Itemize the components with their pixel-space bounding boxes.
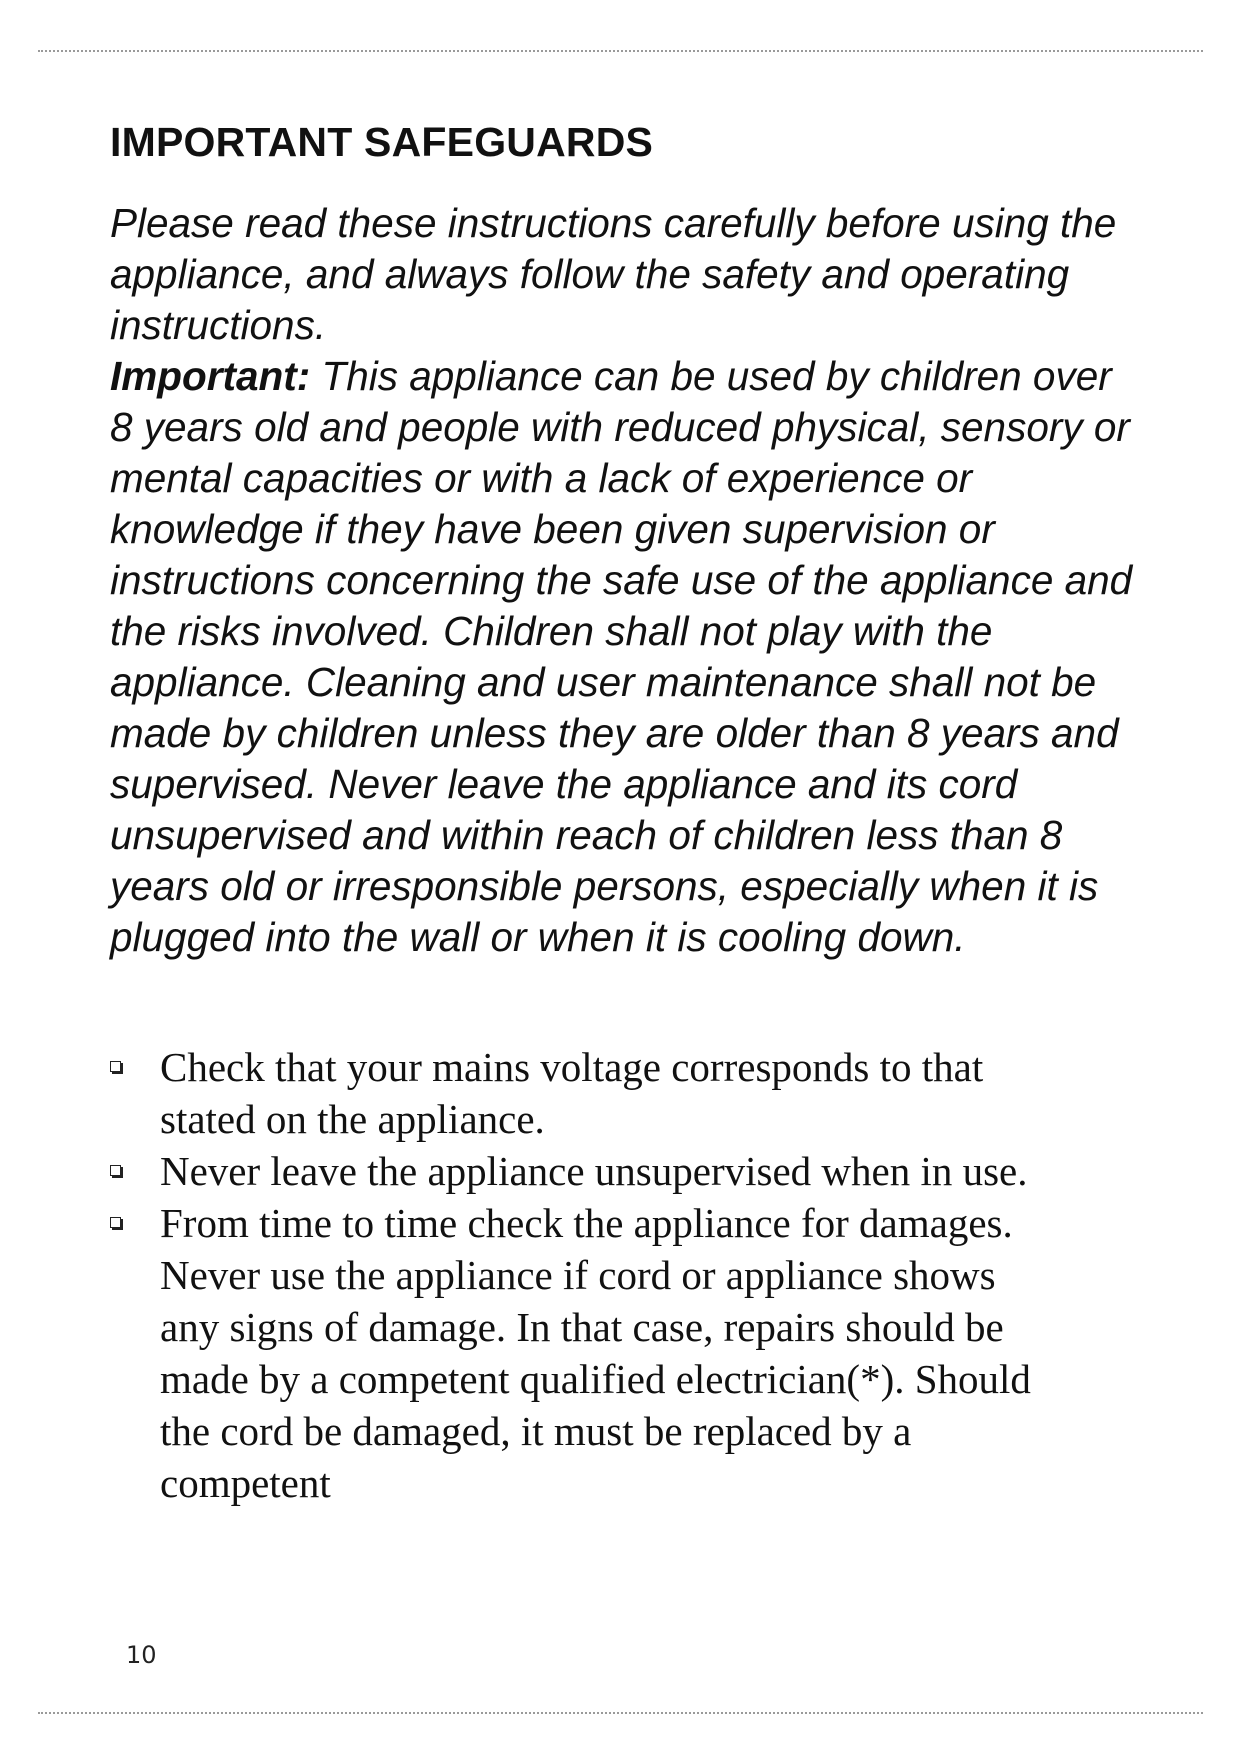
important-text: This appliance can be used by children over 8 years old and people with reduced physical, sensory or mental capacities or with a lack of experience or knowledge if they have been given supervision or instructions concerning the safe use of the appliance and the risks involved. Children shall not play with the appliance. Cleaning and user maintenance shall not be made by children unless they are older than 8 years and supervised. Never leave the appliance and its cord unsupervised and within reach of children less than 8 years old or irresponsible persons, especially when it is plugged into the wall or when it is cooling down. — [110, 353, 1133, 960]
checkbox-bullet-icon — [110, 1061, 121, 1072]
safeguards-list — [110, 1041, 1050, 1509]
list-item — [110, 1041, 1050, 1145]
bottom-dotted-rule — [38, 1712, 1203, 1714]
page-title: IMPORTANT SAFEGUARDS — [110, 119, 654, 165]
checkbox-bullet-icon — [110, 1217, 121, 1228]
list-item-text: Never leave the appliance unsupervised when in use. — [160, 1148, 1028, 1194]
list-item-text: Check that your mains voltage corresponds to that stated on the appliance. — [160, 1044, 984, 1142]
important-lead: Important: — [110, 353, 311, 399]
list-item — [110, 1145, 1050, 1197]
page-number: 10 — [126, 1641, 157, 1669]
list-item-text: From time to time check the appliance for damages. Never use the appliance if cord or appliance shows any signs of damage. In that case, repairs should be made by a competent qualified electrician(*). Should the cord be damaged, it must be replaced by a competent — [160, 1200, 1031, 1506]
important-paragraph — [110, 351, 1140, 963]
intro-paragraph: Please read these instructions carefully before using the appliance, and always follow the safety and operating instructions. — [110, 200, 1117, 348]
top-dotted-rule — [38, 50, 1203, 52]
checkbox-bullet-icon — [110, 1165, 121, 1176]
list-item — [110, 1197, 1050, 1509]
